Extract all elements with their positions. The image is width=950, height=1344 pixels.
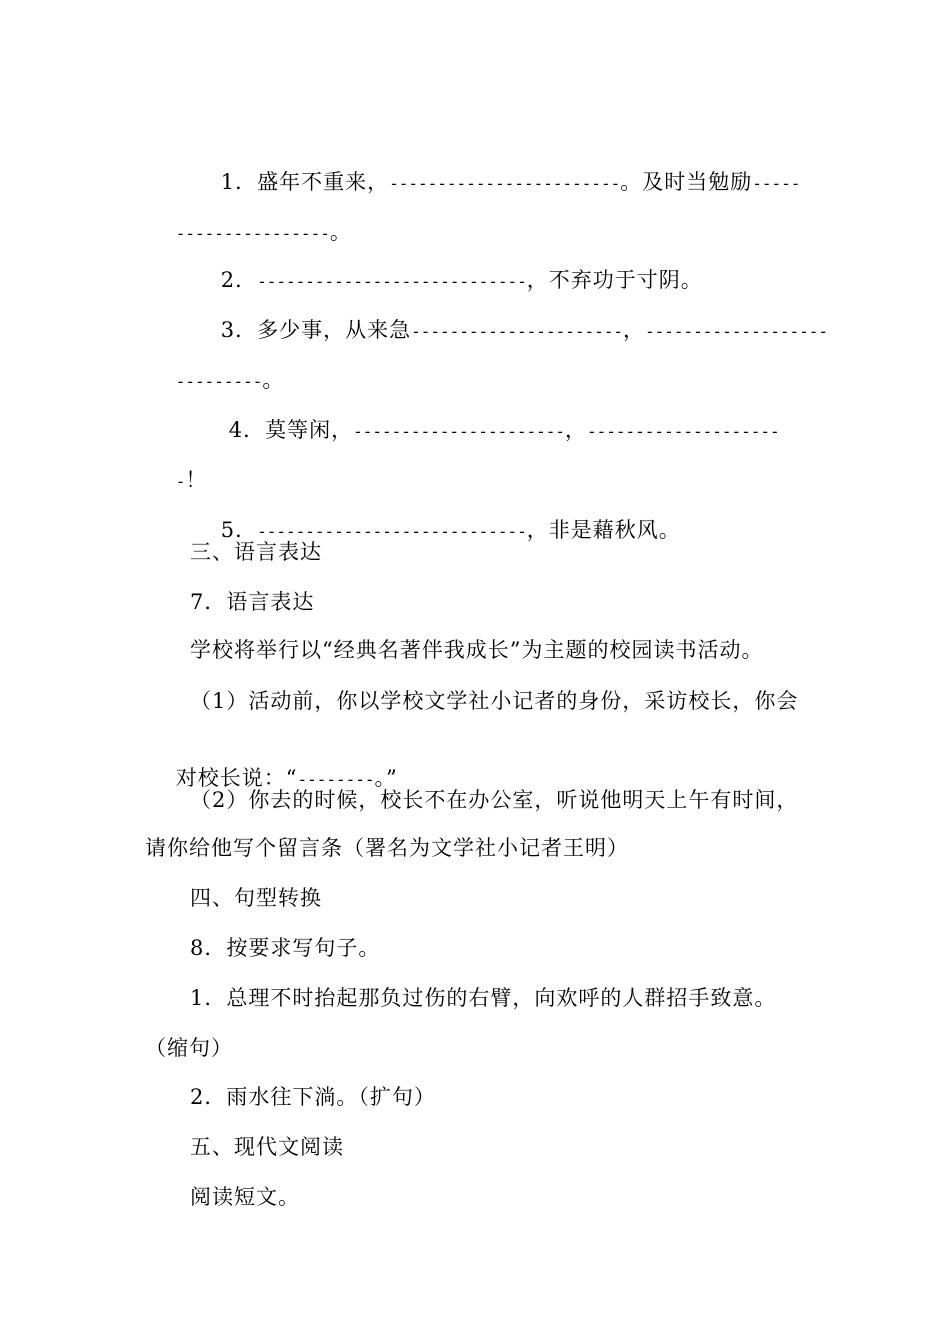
- question-8-item-2: 2．雨水往下淌。（扩句）: [190, 1085, 436, 1109]
- fill-line-2-prefix: 2．: [220, 268, 258, 292]
- question-8-item-1-line-1: 1．总理不时抬起那负过伤的右臂，向欢呼的人群招手致意。: [190, 986, 777, 1010]
- fill-blank: ----------------------: [411, 322, 623, 341]
- fill-line-1-prefix: 1．盛年不重来，: [220, 170, 390, 194]
- section-3-heading: 三、语言表达: [190, 540, 322, 564]
- question-7-part-1-line-1: （1）活动前，你以学校文学社小记者的身份，采访校长，你会: [190, 689, 799, 713]
- fill-blank: --------------------: [587, 422, 780, 441]
- question-7-title: 7．语言表达: [190, 590, 315, 614]
- fill-line-2-mid: ，不弃功于寸阴。: [526, 268, 703, 292]
- fill-blank: ----------------------------: [257, 272, 527, 291]
- fill-line-1-end: 。: [329, 220, 352, 244]
- reading-instruction: 阅读短文。: [190, 1185, 300, 1209]
- question-7-part-2-line-1: （2）你去的时候，校长不在办公室，听说他明天上午有时间，: [190, 788, 799, 812]
- fill-blank: ---------: [175, 372, 263, 391]
- quote-suffix: 。”: [374, 766, 398, 790]
- fill-blank: -----: [752, 174, 801, 193]
- fill-blank: ----------------: [175, 224, 330, 243]
- fill-blank: --------: [297, 770, 375, 789]
- quote-prefix: 对校长说：“: [175, 766, 298, 790]
- fill-blank: ----------------------: [353, 422, 565, 441]
- fill-blank: ----------------------------: [257, 522, 527, 541]
- section-5-heading: 五、现代文阅读: [190, 1135, 344, 1159]
- fill-line-4-end: ！: [185, 468, 208, 492]
- fill-blank: ------------------------: [389, 174, 621, 193]
- fill-line-4-mid: ，: [565, 418, 587, 442]
- question-7-intro: 学校将举行以“经典名著伴我成长”为主题的校园读书活动。: [190, 638, 764, 662]
- question-8-title: 8．按要求写句子。: [190, 936, 381, 960]
- fill-line-3-prefix: 3．多少事，从来急: [220, 318, 412, 342]
- fill-line-3-end: 。: [262, 368, 285, 392]
- fill-line-5-mid: ，非是藉秋风。: [526, 518, 681, 542]
- question-8-item-1-line-2: （缩句）: [145, 1036, 233, 1060]
- question-7-part-2-line-2: 请你给他写个留言条（署名为文学社小记者王明）: [145, 836, 629, 860]
- fill-line-1-mid: 。及时当勉励: [620, 170, 753, 194]
- fill-line-4-prefix: 4．莫等闲，: [228, 418, 354, 442]
- fill-blank: -------------------: [645, 322, 829, 341]
- section-4-heading: 四、句型转换: [190, 886, 322, 910]
- fill-line-3-mid: ，: [623, 318, 645, 342]
- fill-line-5-prefix: 5．: [220, 518, 258, 542]
- fill-blank: -: [175, 472, 186, 491]
